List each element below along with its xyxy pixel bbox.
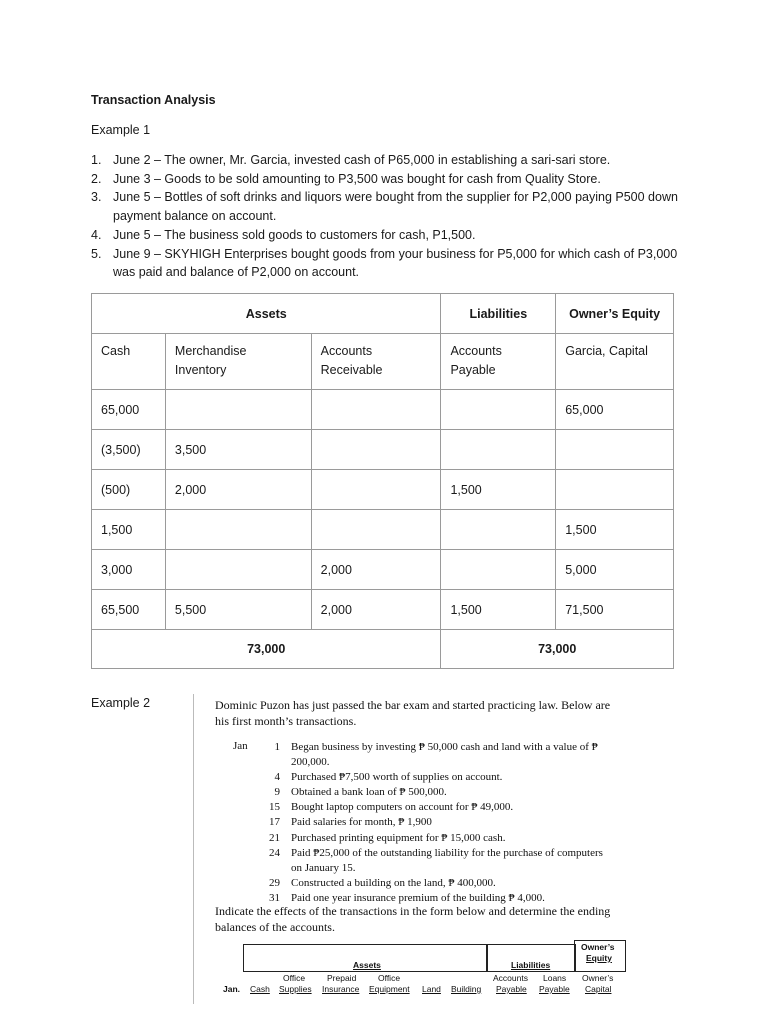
table-group-header [92, 294, 674, 334]
table-row [92, 470, 674, 510]
table-row [92, 550, 674, 590]
cell-capital: 65,000 [556, 390, 674, 430]
cell-cash: (500) [92, 470, 166, 510]
cell-payable [441, 550, 556, 590]
list-item: 4 Purchased ₱7,500 worth of supplies on account. [274, 771, 503, 784]
example-1-label: Example 1 [91, 123, 151, 137]
cash-column-header: Cash [92, 334, 166, 390]
month-label: Jan [233, 740, 248, 752]
form-equipment-col-2: Equipment [369, 984, 410, 994]
form-row-label: Jan. [223, 984, 241, 994]
form-supplies-col-2: Supplies [279, 984, 312, 994]
table-row [92, 510, 674, 550]
list-item: 9 Obtained a bank loan of ₱ 500,000. [274, 786, 447, 799]
example-2-label: Example 2 [91, 696, 151, 710]
form-assets-label: Assets [353, 960, 381, 970]
transaction-form [193, 944, 643, 1004]
cell-merchandise: 5,500 [165, 590, 311, 630]
cell-merchandise: 3,500 [165, 430, 311, 470]
cell-cash: 3,000 [92, 550, 166, 590]
cell-receivable [311, 470, 441, 510]
cell-cash: (3,500) [92, 430, 166, 470]
cell-receivable [311, 390, 441, 430]
form-equipment-col-1: Office [378, 973, 401, 983]
form-land-col: Land [422, 984, 441, 994]
page-title: Transaction Analysis [91, 93, 216, 107]
form-ap-col-1: Accounts [493, 973, 528, 983]
cell-payable [441, 510, 556, 550]
accounts-receivable-header: Accounts Receivable [311, 334, 441, 390]
list-item: 4. June 5 – The business sold goods to customers for cash, P1,500. [91, 227, 476, 242]
list-item: 1 Began business by investing ₱ 50,000 cash and land with a value of ₱ 200,000. [274, 741, 598, 769]
form-loans-col-2: Payable [539, 984, 570, 994]
cell-receivable: 2,000 [311, 590, 441, 630]
list-item: 21 Purchased printing equipment for ₱ 15,000 cash. [269, 831, 506, 844]
cell-payable [441, 430, 556, 470]
form-insurance-col-2: Insurance [322, 984, 360, 994]
form-supplies-col-1: Office [283, 973, 306, 983]
transaction-list [91, 151, 681, 282]
total-liabilities-equity: 73,000 [441, 630, 674, 669]
form-capital-col-2: Capital [585, 984, 612, 994]
scanned-exercise [193, 694, 643, 1004]
form-loans-col-1: Loans [543, 973, 567, 983]
cell-capital [556, 470, 674, 510]
list-item: 24 Paid ₱25,000 of the outstanding liability for the purchase of computers on January 15. [269, 846, 603, 874]
liabilities-header: Liabilities [441, 294, 556, 334]
form-cash-col: Cash [250, 984, 270, 994]
list-item: 5. June 9 – SKYHIGH Enterprises bought goods from your business for P5,000 for which cash of P3,000 was paid and balance of P2,000 on account. [91, 246, 678, 280]
exercise-intro: Dominic Puzon has just passed the bar exam and started practicing law. Below are his first month’s transactions. [215, 698, 611, 728]
owners-equity-header: Owner’s Equity [556, 294, 674, 334]
list-item: 17 Paid salaries for month, ₱ 1,900 [269, 816, 432, 829]
cell-merchandise [165, 510, 311, 550]
cell-payable [441, 390, 556, 430]
form-ap-col-2: Payable [496, 984, 527, 994]
cell-merchandise [165, 550, 311, 590]
table-row [92, 390, 674, 430]
total-assets: 73,000 [92, 630, 441, 669]
cell-merchandise: 2,000 [165, 470, 311, 510]
cell-capital: 71,500 [556, 590, 674, 630]
table-totals-row [92, 630, 674, 669]
form-liabilities-label: Liabilities [511, 960, 551, 970]
form-capital-col-1: Owner’s [582, 973, 614, 983]
form-equity-label-1: Owner’s [581, 942, 615, 952]
cell-capital: 5,000 [556, 550, 674, 590]
assets-header: Assets [92, 294, 441, 334]
garcia-capital-header: Garcia, Capital [556, 334, 674, 390]
list-item: 1. June 2 – The owner, Mr. Garcia, invested cash of P65,000 in establishing a sari-sari store. [91, 153, 611, 167]
cell-merchandise [165, 390, 311, 430]
merchandise-inventory-header: Merchandise Inventory [165, 334, 311, 390]
list-item: 2. June 3 – Goods to be sold amounting to P3,500 was bought for cash from Quality Store. [91, 171, 601, 186]
cell-receivable [311, 510, 441, 550]
cell-receivable [311, 430, 441, 470]
exercise-instruction: Indicate the effects of the transactions in the form below and determine the ending balances of the accounts. [215, 904, 611, 934]
cell-cash: 65,000 [92, 390, 166, 430]
accounting-equation-table [91, 293, 674, 669]
list-item: 3. June 5 – Bottles of soft drinks and liquors were bought from the supplier for P2,000 paying P500 down payment balance on account. [91, 190, 678, 224]
table-column-header [92, 334, 674, 390]
list-item: 29 Constructed a building on the land, ₱ 400,000. [269, 876, 496, 889]
list-item: 15 Bought laptop computers on account for ₱ 49,000. [269, 801, 514, 814]
cell-capital: 1,500 [556, 510, 674, 550]
form-building-col: Building [451, 984, 482, 994]
accounts-payable-header: Accounts Payable [441, 334, 556, 390]
table-row-balance [92, 590, 674, 630]
cell-cash: 65,500 [92, 590, 166, 630]
table-row [92, 430, 674, 470]
transaction-entries [253, 740, 613, 906]
form-insurance-col-1: Prepaid [327, 973, 357, 983]
form-equity-label-2: Equity [586, 953, 612, 963]
cell-payable: 1,500 [441, 590, 556, 630]
cell-receivable: 2,000 [311, 550, 441, 590]
list-item: 31 Paid one year insurance premium of the building ₱ 4,000. [269, 891, 545, 904]
cell-cash: 1,500 [92, 510, 166, 550]
cell-capital [556, 430, 674, 470]
cell-payable: 1,500 [441, 470, 556, 510]
